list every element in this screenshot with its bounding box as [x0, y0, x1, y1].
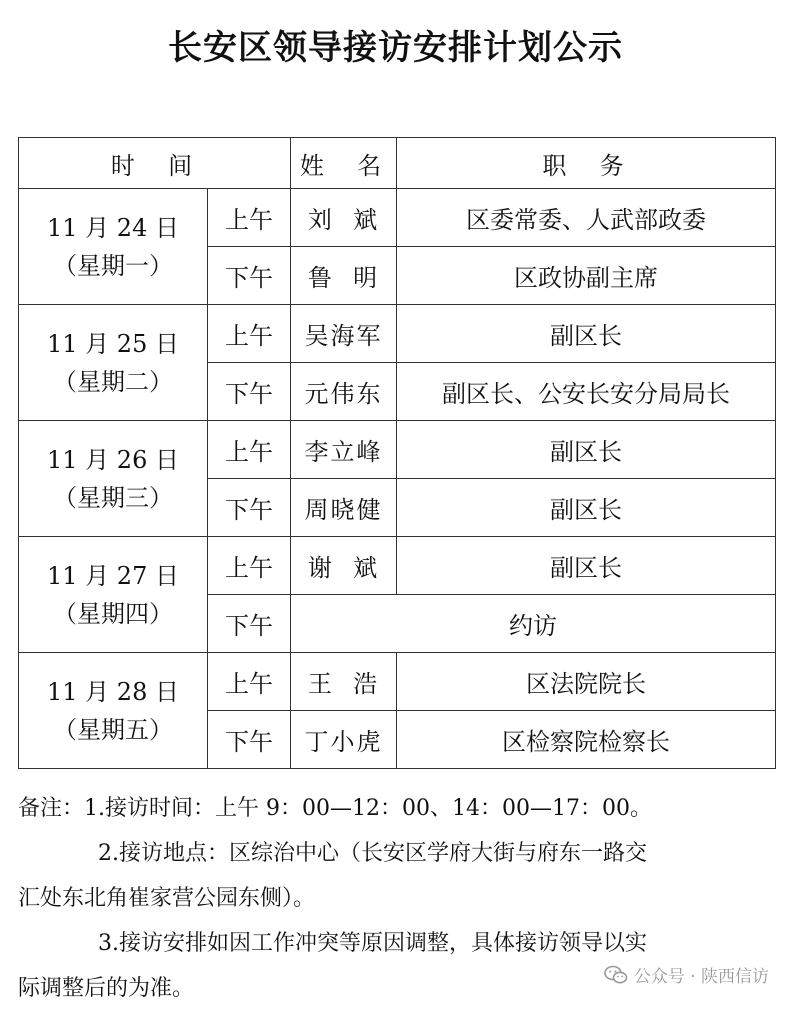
- leader-name: 刘 斌: [291, 189, 397, 247]
- wechat-icon: [604, 965, 628, 985]
- period-label: 下午: [208, 595, 291, 653]
- period-label: 上午: [208, 421, 291, 479]
- table-row: [19, 421, 776, 479]
- schedule-table: [18, 137, 776, 769]
- period-label: 上午: [208, 305, 291, 363]
- weekday-label: （星期一）: [53, 251, 173, 280]
- date-label: 11 月 27 日: [47, 561, 179, 590]
- date-label: 11 月 28 日: [47, 677, 179, 706]
- date-cell: [19, 537, 208, 653]
- period-label: 上午: [208, 653, 291, 711]
- period-label: 下午: [208, 363, 291, 421]
- note-line: 际调整后的为准。: [18, 976, 195, 1001]
- date-label: 11 月 26 日: [47, 445, 179, 474]
- leader-position: 副区长、公安长安分局局长: [397, 363, 776, 421]
- leader-name: 李立峰: [291, 421, 397, 479]
- leader-name: 丁小虎: [291, 711, 397, 769]
- table-row: [19, 305, 776, 363]
- date-label: 11 月 24 日: [47, 213, 179, 242]
- watermark: [604, 962, 769, 987]
- weekday-label: （星期四）: [53, 599, 173, 628]
- leader-name: 元伟东: [291, 363, 397, 421]
- note-line: 汇处东北角崔家营公园东侧）。: [18, 886, 316, 911]
- leader-name: 王 浩: [291, 653, 397, 711]
- appointment-cell: 约访: [291, 595, 776, 653]
- leader-position: 区委常委、人武部政委: [397, 189, 776, 247]
- leader-name: 谢 斌: [291, 537, 397, 595]
- period-label: 上午: [208, 189, 291, 247]
- period-label: 下午: [208, 479, 291, 537]
- weekday-label: （星期二）: [53, 367, 173, 396]
- leader-position: 副区长: [397, 421, 776, 479]
- date-cell: [19, 421, 208, 537]
- note-line: 2.接访地点：区综治中心（长安区学府大街与府东一路交: [98, 841, 647, 866]
- weekday-label: （星期三）: [53, 483, 173, 512]
- leader-position: 副区长: [397, 479, 776, 537]
- table-header-row: [19, 138, 776, 189]
- table-row: [19, 537, 776, 595]
- period-label: 下午: [208, 711, 291, 769]
- date-cell: [19, 189, 208, 305]
- header-name: 姓 名: [291, 138, 397, 189]
- leader-position: 区法院院长: [397, 653, 776, 711]
- leader-name: 周晓健: [291, 479, 397, 537]
- note-line: 备注：1.接访时间：上午 9：00—12：00、14：00—17：00。: [18, 796, 652, 821]
- date-label: 11 月 25 日: [47, 329, 179, 358]
- leader-position: 区政协副主席: [397, 247, 776, 305]
- table-row: [19, 653, 776, 711]
- table-row: [19, 189, 776, 247]
- leader-position: 副区长: [397, 537, 776, 595]
- leader-position: 副区长: [397, 305, 776, 363]
- leader-name: 吴海军: [291, 305, 397, 363]
- header-position: 职 务: [397, 138, 776, 189]
- header-time: 时 间: [19, 138, 291, 189]
- note-line: 3.接访安排如因工作冲突等原因调整，具体接访领导以实: [98, 931, 647, 956]
- page-title: 长安区领导接访安排计划公示: [168, 28, 623, 68]
- date-cell: [19, 653, 208, 769]
- leader-name: 鲁 明: [291, 247, 397, 305]
- watermark-text: 公众号 · 陕西信访: [633, 967, 769, 987]
- period-label: 上午: [208, 537, 291, 595]
- weekday-label: （星期五）: [53, 715, 173, 744]
- period-label: 下午: [208, 247, 291, 305]
- leader-position: 区检察院检察长: [397, 711, 776, 769]
- date-cell: [19, 305, 208, 421]
